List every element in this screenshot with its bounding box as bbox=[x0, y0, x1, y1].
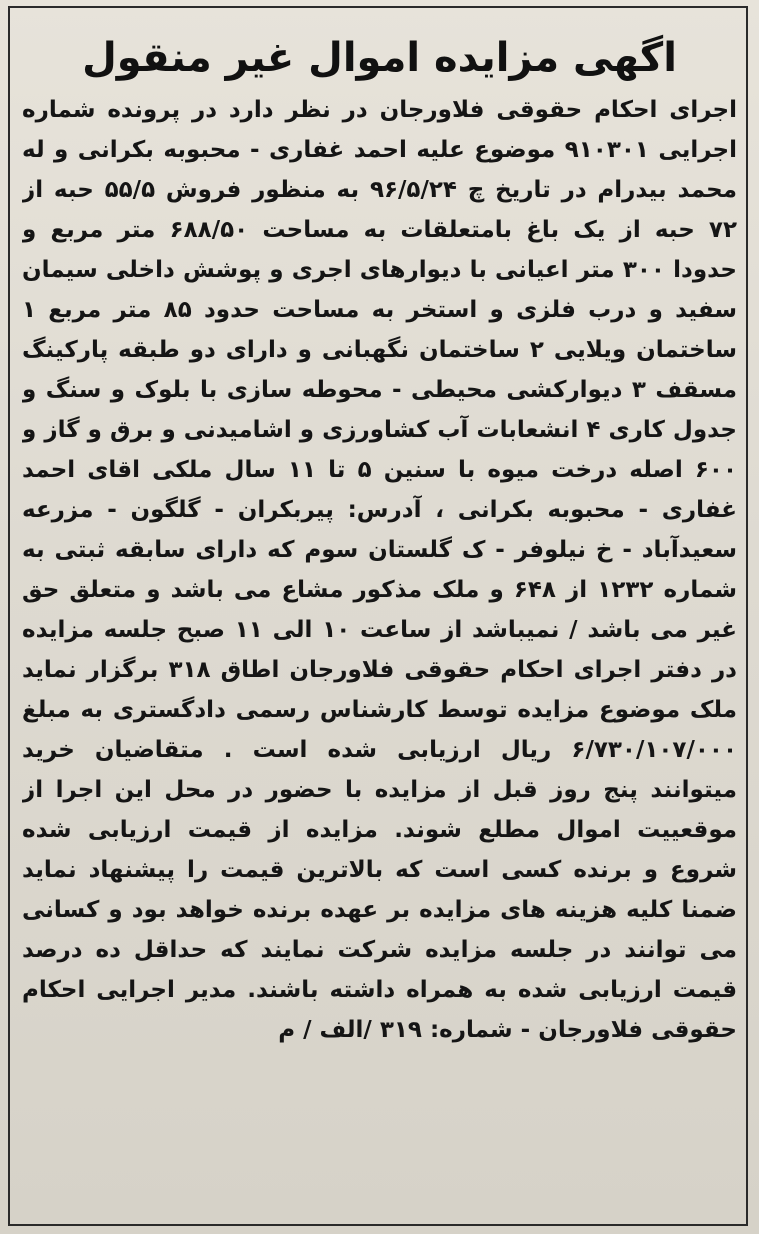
notice-title: اگهی مزایده اموال غیر منقول bbox=[82, 35, 677, 81]
notice-body: اجرای احکام حقوقی فلاورجان در نظر دارد در پرونده شماره اجرایی ۹۱۰۳۰۱ موضوع علیه احمد غفاری - محبوبه بکرانی و له محمد بیدرام در تاریخ چ ۹۶/۵/۲۴ به منظور فروش ۵۵/۵ حبه از ۷۲ حبه از یک باغ بامتعلقات به مساحت ۶۸۸/۵۰ متر مربع و حدودا ۳۰۰ متر اعیانی با دیوارهای اجری و پوشش داخلی سیمان سفید و درب فلزی و استخر به مساحت حدود ۸۵ متر مربع ۱ ساختمان ویلایی ۲ ساختمان نگهبانی و دارای دو طبقه پارکینگ مسقف ۳ دیوارکشی محیطی - محوطه سازی با بلوک و سنگ و جدول کاری ۴ انشعابات آب کشاورزی و اشامیدنی و برق و گاز و ۶۰۰ اصله درخت میوه با سنین ۵ تا ۱۱ سال ملکی اقای احمد غفاری - محبوبه بکرانی ، آدرس: پیربکران - گلگون - مزرعه سعیدآباد - خ نیلوفر - ک گلستان سوم که دارای سابقه ثبتی به شماره ۱۲۳۲ از ۶۴۸ و ملک مذکور مشاع می باشد و متعلق حق غیر می باشد / نمیباشد از ساعت ۱۰ الی ۱۱ صبح جلسه مزایده در دفتر اجرای احکام حقوقی فلاورجان اطاق ۳۱۸ برگزار نماید ملک موضوع مزایده توسط کارشناس رسمی دادگستری به مبلغ ۶/۷۳۰/۱۰۷/۰۰۰ ریال ارزیابی شده است . متقاضیان خرید میتوانند پنج روز قبل از مزایده با حضور در محل این اجرا از موقعییت اموال مطلع شوند. مزایده از قیمت ارزیابی شده شروع و برنده کسی است که بالاترین قیمت را پیشنهاد نماید ضمنا کلیه هزینه های مزایده بر عهده برنده خواهد بود و کسانی می توانند در جلسه مزایده شرکت نمایند که حداقل ده درصد قیمت ارزیابی شده به همراه داشته باشند. مدیر اجرایی احکام حقوقی فلاورجان - شماره: ۳۱۹ /الف / م bbox=[22, 97, 737, 1043]
